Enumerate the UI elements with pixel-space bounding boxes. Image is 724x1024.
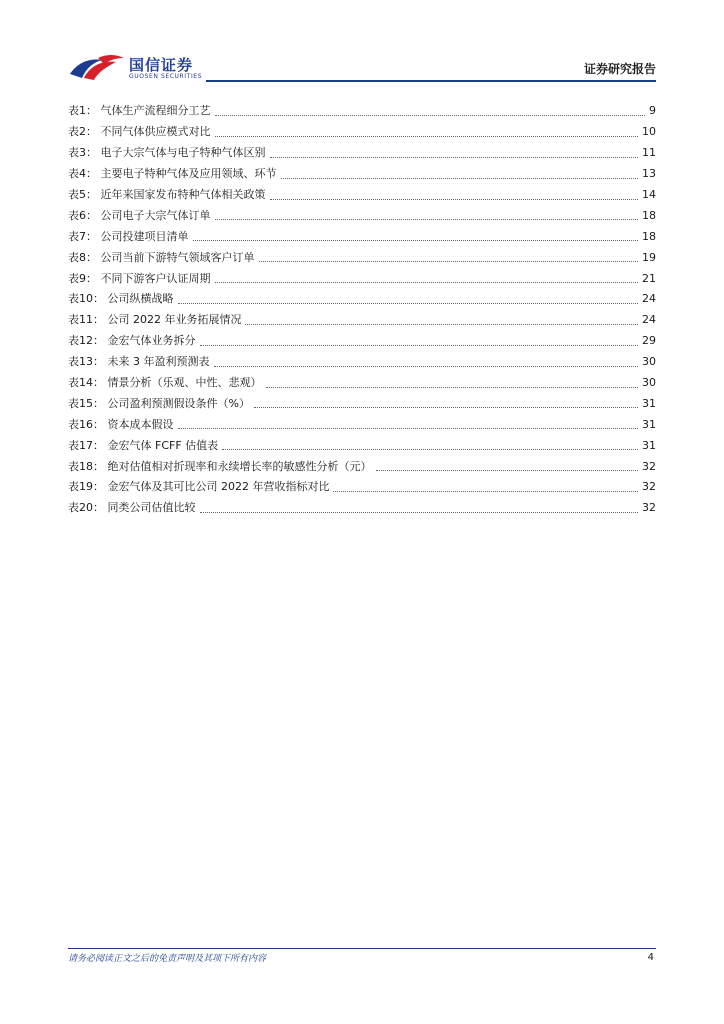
- toc-entry-label: 表11： 公司 2022 年业务拓展情况: [68, 313, 242, 327]
- toc-dot-leader: [245, 324, 638, 325]
- toc-entry[interactable]: [68, 101, 656, 122]
- toc-dot-leader: [200, 512, 639, 513]
- page-header: [68, 46, 656, 86]
- toc-dot-leader: [215, 282, 639, 283]
- toc-entry-page: 24: [642, 313, 656, 327]
- toc-entry-page: 31: [642, 417, 656, 431]
- toc-dot-leader: [259, 261, 639, 262]
- toc-entry-page: 24: [642, 292, 656, 306]
- toc-entry[interactable]: [68, 268, 656, 289]
- logo-english-name: GUOSEN SECURITIES: [129, 73, 203, 80]
- toc-entry-page: 19: [642, 250, 656, 264]
- toc-entry-label: 表8： 公司当前下游特气领域客户订单: [68, 250, 255, 264]
- toc-entry[interactable]: [68, 226, 656, 247]
- toc-entry-page: 18: [642, 229, 656, 243]
- toc-entry-label: 表7： 公司投建项目清单: [68, 229, 189, 243]
- toc-entry-page: 30: [642, 355, 656, 369]
- toc-entry[interactable]: [68, 331, 656, 352]
- toc-dot-leader: [215, 115, 646, 116]
- toc-entry-page: 18: [642, 208, 656, 222]
- toc-entry[interactable]: [68, 456, 656, 477]
- toc-dot-leader: [200, 345, 639, 346]
- toc-entry-page: 31: [642, 396, 656, 410]
- toc-dot-leader: [254, 407, 638, 408]
- toc-entry-label: 表4： 主要电子特种气体及应用领域、环节: [68, 167, 277, 181]
- toc-dot-leader: [178, 303, 639, 304]
- toc-entry[interactable]: [68, 498, 656, 519]
- toc-entry[interactable]: [68, 185, 656, 206]
- toc-entry[interactable]: [68, 477, 656, 498]
- toc-entry[interactable]: [68, 352, 656, 373]
- logo-chinese-name: 国信证券: [129, 56, 194, 74]
- toc-entry-label: 表1： 气体生产流程细分工艺: [68, 104, 211, 118]
- toc-entry[interactable]: [68, 205, 656, 226]
- toc-entry[interactable]: [68, 310, 656, 331]
- toc-entry-page: 29: [642, 334, 656, 348]
- toc-entry[interactable]: [68, 393, 656, 414]
- toc-entry-page: 13: [642, 167, 656, 181]
- toc-entry-label: 表18： 绝对估值相对折现率和永续增长率的敏感性分析（元）: [68, 459, 372, 473]
- toc-entry-page: 30: [642, 376, 656, 390]
- toc-dot-leader: [214, 366, 639, 367]
- toc-entry-label: 表15： 公司盈利预测假设条件（%）: [68, 396, 250, 410]
- toc-entry[interactable]: [68, 143, 656, 164]
- toc-entry-page: 9: [649, 104, 656, 118]
- toc-dot-leader: [215, 136, 639, 137]
- toc-entry-label: 表10： 公司纵横战略: [68, 292, 174, 306]
- toc-entry-label: 表20： 同类公司估值比较: [68, 501, 196, 515]
- toc-dot-leader: [281, 178, 639, 179]
- guosen-logo: [68, 52, 208, 82]
- toc-dot-leader: [333, 491, 638, 492]
- toc-entry-page: 21: [642, 271, 656, 285]
- toc-dot-leader: [215, 219, 639, 220]
- toc-entry-page: 32: [642, 501, 656, 515]
- toc-dot-leader: [178, 428, 639, 429]
- toc-entry-label: 表6： 公司电子大宗气体订单: [68, 208, 211, 222]
- toc-entry[interactable]: [68, 435, 656, 456]
- header-divider: [206, 80, 656, 82]
- toc-entry[interactable]: [68, 247, 656, 268]
- toc-entry-label: 表13： 未来 3 年盈利预测表: [68, 355, 210, 369]
- report-type-label: 证券研究报告: [583, 62, 656, 76]
- toc-entry-page: 31: [642, 438, 656, 452]
- footer-divider: [68, 948, 656, 949]
- toc-entry-page: 32: [642, 480, 656, 494]
- toc-entry-page: 14: [642, 188, 656, 201]
- toc-entry-label: 表12： 金宏气体业务拆分: [68, 334, 196, 348]
- toc-dot-leader: [376, 470, 639, 471]
- toc-entry[interactable]: [68, 414, 656, 435]
- logo-mark-icon: [68, 52, 128, 82]
- toc-entry[interactable]: [68, 289, 656, 310]
- toc-entry[interactable]: [68, 373, 656, 394]
- page-number: 4: [647, 952, 654, 963]
- toc-entry[interactable]: [68, 122, 656, 143]
- toc-dot-leader: [270, 199, 639, 200]
- toc-dot-leader: [270, 157, 639, 158]
- toc-entry-label: 表2： 不同气体供应模式对比: [68, 125, 211, 139]
- toc-entry-label: 表14： 情景分析（乐观、中性、悲观）: [68, 376, 262, 390]
- toc-entry-page: 11: [642, 146, 656, 160]
- toc-entry-label: 表16： 资本成本假设: [68, 417, 174, 431]
- toc-dot-leader: [266, 387, 639, 388]
- footer-disclaimer: 请务必阅读正文之后的免责声明及其项下所有内容: [68, 954, 267, 964]
- toc-entry-label: 表3： 电子大宗气体与电子特种气体区别: [68, 146, 266, 160]
- toc-entry-page: 10: [642, 125, 656, 139]
- toc-dot-leader: [222, 449, 638, 450]
- toc-entry-label: 表17： 金宏气体 FCFF 估值表: [68, 438, 219, 452]
- toc-entry-label: 表5： 近年来国家发布特种气体相关政策: [68, 188, 266, 201]
- toc-entry-label: 表19： 金宏气体及其可比公司 2022 年营收指标对比: [68, 480, 330, 494]
- table-list: [68, 101, 656, 519]
- toc-dot-leader: [193, 240, 639, 241]
- toc-entry[interactable]: [68, 164, 656, 185]
- toc-entry-page: 32: [642, 459, 656, 473]
- toc-entry-label: 表9： 不同下游客户认证周期: [68, 271, 211, 285]
